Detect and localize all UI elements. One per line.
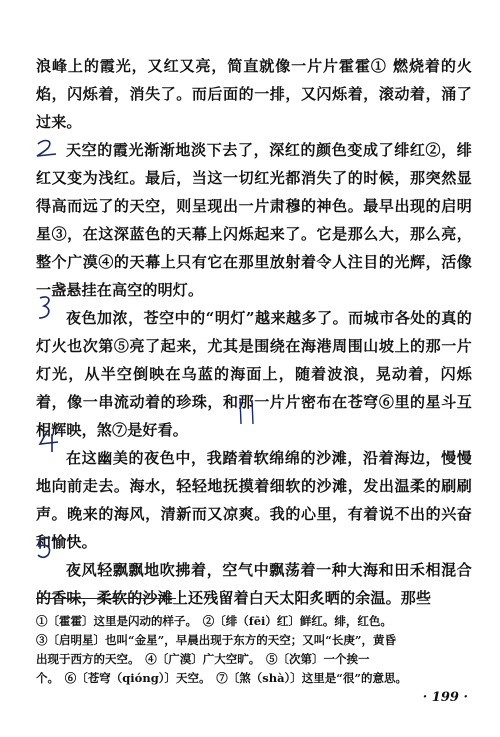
footnote-divider: [36, 598, 176, 599]
paragraph-1: 浪峰上的霞光，又红又亮，简直就像一片片霍霍① 燃烧着的火焰，闪烁着，消失了。而后面的一排，又闪烁着，滚动着，涌了过来。: [36, 57, 472, 131]
paragraph-3: 夜色加浓，苍空中的“明灯”越来越多了。而城市各处的真的灯火也次第⑤亮了起来，尤其是围绕在海港周围山坡上的那一片灯光，从半空倒映在乌蓝的海面上，随着波浪，晃动着，闪烁着，像一串流动着的珍珠，和那一片片密布在苍穹⑥里的星斗互相辉映，煞⑦是好看。: [36, 309, 472, 439]
body-text: [36, 52, 472, 612]
paragraph-2: 天空的霞光渐渐地淡下去了，深红的颜色变成了绯红②，绯红又变为浅红。最后，当这一切红光都消失了的时候，那突然显得高而远了的天空，则呈现出一片肃穆的神色。最早出现的启明星③，在这深蓝色的天幕上闪烁起来了。它是那么大，那么亮，整个广漠④的天幕上只有它在那里放射着令人注目的光辉，活像一盏悬挂在高空的明灯。: [36, 141, 472, 299]
footnotes: [36, 612, 476, 688]
paragraph-4: 在这幽美的夜色中，我踏着软绵绵的沙滩，沿着海边，慢慢地向前走去。海水，轻轻地抚摸着细软的沙滩，发出温柔的刷刷声。晚来的海风，清新而又凉爽。我的心里，有着说不出的兴奋和愉快。: [36, 449, 472, 551]
footnote-line-1: ①〔霍霍〕这里是闪动的样子。 ②〔绯（fēi）红〕鲜红。绯，红色。: [36, 614, 392, 628]
footnote-line-2: ③〔启明星〕也叫“金星”，早晨出现于东方的天空；又叫“长庚”，黄昏: [36, 633, 396, 647]
page-number: · 199 ·: [422, 690, 468, 705]
footnote-line-4: 个。 ⑥〔苍穹（qióng）〕天空。 ⑦〔煞（shà）〕这里是“很”的意思。: [36, 671, 407, 685]
footnote-line-3: 出现于西方的天空。 ④〔广漠〕广大空旷。 ⑤〔次第〕一个挨一: [36, 652, 370, 666]
paragraph-5: 夜风轻飘飘地吹拂着，空气中飘荡着一种大海和田禾相混合的香味，柔软的沙滩上还残留着白天太阳炙晒的余温。那些: [36, 561, 472, 607]
